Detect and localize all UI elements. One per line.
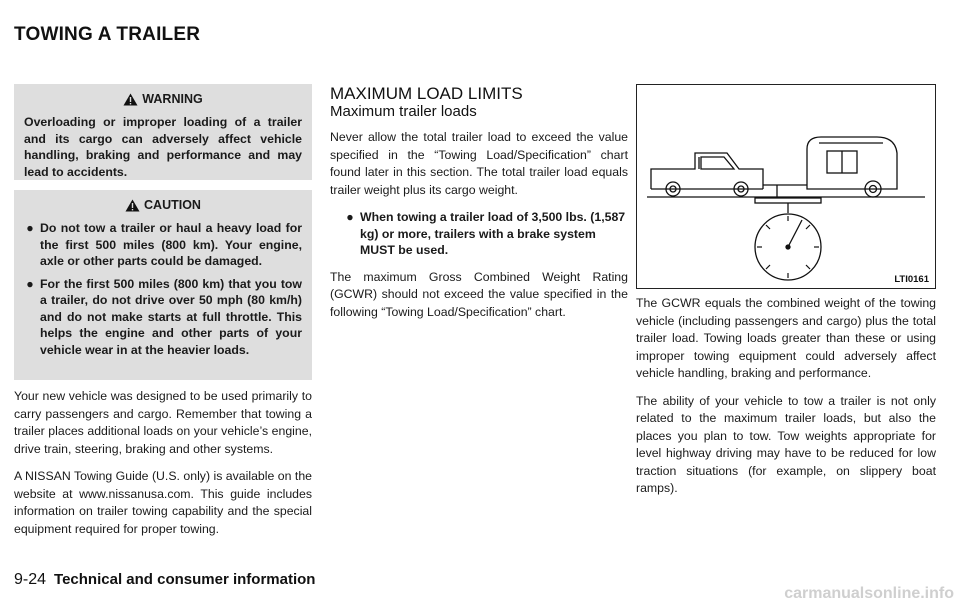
chapter-title: Technical and consumer information (54, 571, 316, 588)
column-left (14, 84, 312, 548)
page-number: 9-24 (14, 571, 47, 588)
body-paragraph: The GCWR equals the combined weight of the towing vehicle (including passengers and cargo) plus the total trailer load. Towing loads greater than these or using improper towing equipment could adversely affect vehicle handling, braking and performance. (636, 296, 936, 380)
body-paragraph: Never allow the total trailer load to exceed the value specified in the “Towing Load/Specification” chart found later in this section. The total trailer load equals trailer weight plus its cargo weight. (330, 130, 628, 197)
page-header: TOWING A TRAILER (14, 24, 201, 45)
towing-illustration (636, 84, 936, 289)
bullet-dot-icon: ● (26, 276, 34, 291)
warning-title-row (24, 92, 302, 106)
trailer-brake-bullet: ● When towing a trailer load of 3,500 lbs. (1,587 kg) or more, trailers with a brake system MUST be used. (344, 209, 628, 259)
page-footer (14, 571, 315, 589)
body-paragraph: Your new vehicle was designed to be used primarily to carry passengers and cargo. Remember that towing a trailer places additional loads on your vehicle’s engine, drive train, steering, braking and other systems. (14, 389, 312, 456)
watermark: carmanualsonline.info (784, 585, 954, 602)
warning-box (14, 84, 312, 180)
column-middle (330, 84, 628, 331)
caution-box (14, 190, 312, 380)
figure-code: LTI0161 (894, 274, 929, 285)
truck-trailer-scale-drawing (637, 85, 935, 288)
caution-title: CAUTION (144, 198, 201, 212)
caution-title-row (24, 198, 302, 212)
bullet-dot-icon: ● (26, 221, 34, 235)
section-subtitle: Maximum trailer loads (330, 103, 477, 120)
caution-triangle-icon (125, 199, 140, 212)
warning-triangle-icon (123, 93, 138, 106)
warning-title: WARNING (142, 92, 203, 106)
caution-item: ● For the first 500 miles (800 km) that you tow a trailer, do not drive over 50 mph (80 km/h) and do not make starts at full throttle. This helps the engine and other parts of your vehicle wear in at the heavier loads. (24, 276, 302, 359)
bullet-dot-icon: ● (346, 210, 354, 224)
column-right (636, 84, 936, 508)
body-paragraph: The maximum Gross Combined Weight Rating (GCWR) should not exceed the value specified in the following “Towing Load/Specification” chart. (330, 269, 628, 319)
body-paragraph: A NISSAN Towing Guide (U.S. only) is available on the website at www.nissanusa.com. This guide includes information on trailer towing capability and the special equipment required for proper towing. (14, 469, 312, 536)
body-paragraph: The ability of your vehicle to tow a trailer is not only related to the maximum trailer loads, but also the places you plan to tow. Tow weights appropriate for level highway driving may have to be reduced for low traction situations (for example, on slippery boat ramps). (636, 393, 936, 495)
warning-text: Overloading or improper loading of a trailer and its cargo can adversely affect vehicle handling, braking and performance and may lead to accidents. (24, 115, 302, 179)
caution-item: ● Do not tow a trailer or haul a heavy load for the first 500 miles (800 km). Your engine, axle or other parts could be damaged. (24, 220, 302, 270)
section-title: MAXIMUM LOAD LIMITS (330, 84, 523, 103)
